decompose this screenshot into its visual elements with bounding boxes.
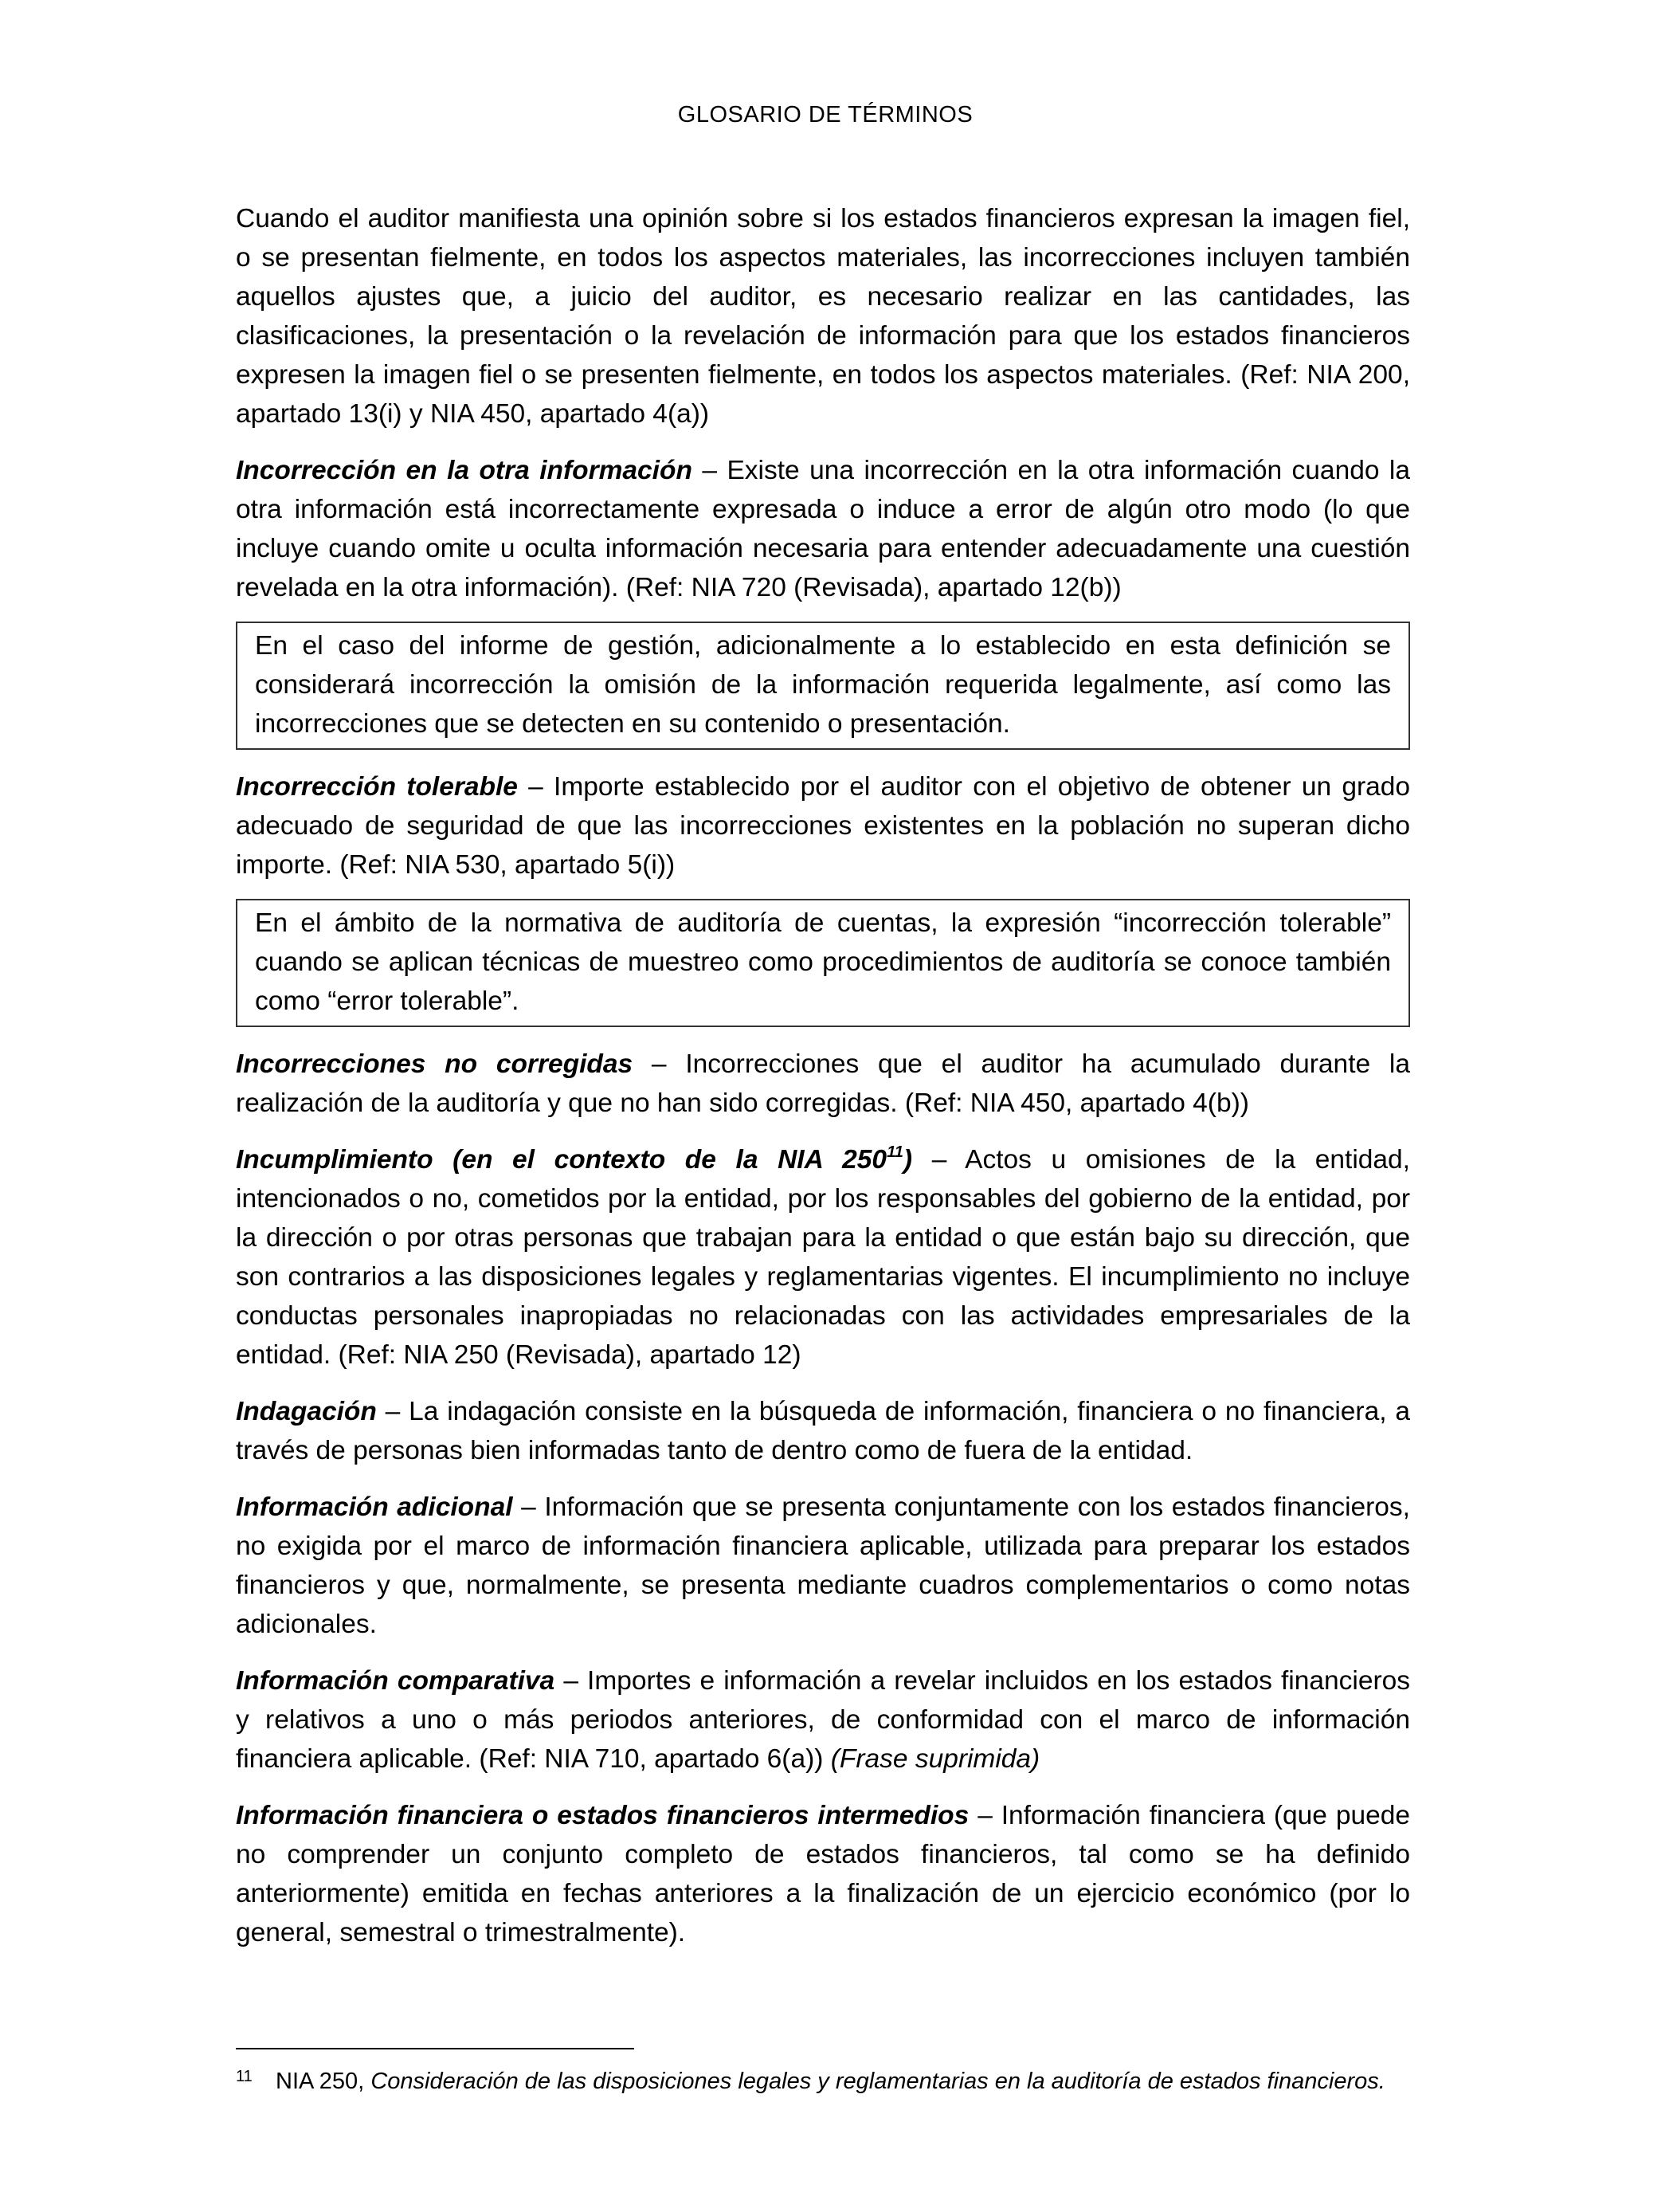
entry-definition: – Información que se presenta conjuntamente con los estados financieros, no exigida por el marco de información financiera aplicable, utilizada para preparar los estados financieros y que, normalmente, se presenta mediante cuadros complementarios o como notas adicionales. bbox=[236, 1492, 1410, 1639]
entry-definition: – Información financiera (que puede no comprender un conjunto completo de estados financieros, tal como se ha definido anteriormente) emitida en fechas anteriores a la finalización de un ejercicio económico (por lo general, semestral o trimestralmente). bbox=[236, 1801, 1411, 1947]
note-box-error-tolerable: En el ámbito de la normativa de auditoría de cuentas, la expresión “incorrección tolerable” cuando se aplican técnicas de muestreo como procedimientos de auditoría se conoce también como “error tolerable”. bbox=[236, 899, 1410, 1027]
page-header: GLOSARIO DE TÉRMINOS bbox=[677, 102, 974, 127]
entry-definition: – Incorrecciones que el auditor ha acumulado durante la realización de la auditoría y que no han sido corregidas. (Ref: NIA 450, apartado 4(b)) bbox=[236, 1049, 1410, 1118]
footnote bbox=[236, 2065, 1410, 2098]
glossary-content bbox=[236, 199, 1410, 1970]
footnote-text bbox=[276, 2065, 1410, 2098]
entry-informacion-adicional bbox=[236, 1488, 1410, 1644]
note-box-informe-gestion: En el caso del informe de gestión, adicionalmente a lo establecido en esta definición se considerará incorrección la omisión de la información requerida legalmente, así como las incorrecciones que se detecten en su contenido o presentación. bbox=[236, 622, 1410, 750]
intro-paragraph: Cuando el auditor manifiesta una opinión sobre si los estados financieros expresan la imagen fiel, o se presentan fielmente, en todos los aspectos materiales, las incorrecciones incluyen también aquellos ajustes que, a juicio del auditor, es necesario realizar en las cantidades, las clasificaciones, la presentación o la revelación de información para que los estados financieros expresen la imagen fiel o se presenten fielmente, en todos los aspectos materiales. (Ref: NIA 200, apartado 13(i) y NIA 450, apartado 4(a)) bbox=[236, 204, 1410, 429]
entry-definition: – Actos u omisiones de la entidad, intencionados o no, cometidos por la entidad, por los responsables del gobierno de la entidad, por la dirección o por otras personas que trabajan para la entidad o que están bajo su dirección, que son contrarios a las disposiciones legales y reglamentarias vigentes. El incumplimiento no incluye conductas personales inapropiadas no relacionadas con las actividades empresariales de la entidad. (Ref: NIA 250 (Revisada), apartado 12) bbox=[236, 1145, 1410, 1370]
footnote-separator bbox=[236, 2048, 634, 2049]
entry-term: Información financiera o estados financieros intermedios bbox=[236, 1801, 970, 1830]
entry-incorreccion-tolerable bbox=[236, 767, 1410, 884]
footnote-prefix: NIA 250, bbox=[276, 2069, 371, 2094]
entry-term: Información adicional bbox=[236, 1492, 513, 1522]
entry-term-text: Incumplimiento (en el contexto de la NIA 250 bbox=[236, 1145, 887, 1175]
entry-term: Incorrección tolerable bbox=[236, 772, 518, 802]
entry-definition: – Importe establecido por el auditor con el objetivo de obtener un grado adecuado de seguridad de que las incorrecciones existentes en la población no superan dicho importe. (Ref: NIA 530, apartado 5(i)) bbox=[236, 772, 1410, 880]
entry-term-close: ) bbox=[903, 1145, 913, 1175]
footnote-reference[interactable]: 11 bbox=[887, 1143, 903, 1161]
entry-informacion-comparativa bbox=[236, 1661, 1410, 1779]
entry-indagacion bbox=[236, 1392, 1410, 1470]
entry-definition: – La indagación consiste en la búsqueda de información, financiera o no financiera, a través de personas bien informadas tanto de dentro como de fuera de la entidad. bbox=[236, 1397, 1410, 1465]
entry-incorreccion-otra-informacion bbox=[236, 451, 1410, 607]
entry-definition: – Existe una incorrección en la otra información cuando la otra información está incorrectamente expresada o induce a error de algún otro modo (lo que incluye cuando omite u oculta información necesaria para entender adecuadamente una cuestión revelada en la otra información). (Ref: NIA 720 (Revisada), apartado 12(b)) bbox=[236, 456, 1410, 602]
entry-term bbox=[236, 1145, 912, 1175]
entry-incorrecciones-no-corregidas bbox=[236, 1045, 1410, 1123]
footnote-title: Consideración de las disposiciones legales y reglamentarias en la auditoría de estados financieros. bbox=[370, 2069, 1385, 2094]
entry-definition-italic: (Frase suprimida) bbox=[830, 1744, 1040, 1774]
entry-definition: – Importes e información a revelar incluidos en los estados financieros y relativos a uno o más periodos anteriores, de conformidad con el marco de información financiera aplicable. (Ref: NIA 710, apartado 6(a)) bbox=[236, 1666, 1410, 1774]
entry-incumplimiento bbox=[236, 1140, 1410, 1375]
entry-informacion-financiera-intermedia bbox=[236, 1796, 1410, 1952]
entry-term: Información comparativa bbox=[236, 1666, 555, 1696]
entry-term: Incorrección en la otra información bbox=[236, 456, 692, 485]
entry-term: Incorrecciones no corregidas bbox=[236, 1049, 633, 1079]
footnote-number: 11 bbox=[236, 2068, 253, 2085]
entry-term: Indagación bbox=[236, 1397, 377, 1426]
